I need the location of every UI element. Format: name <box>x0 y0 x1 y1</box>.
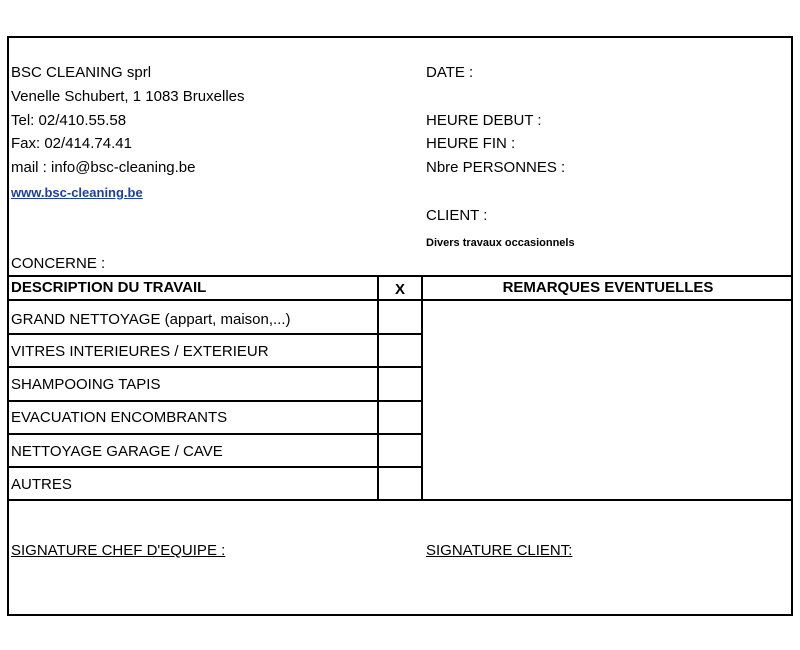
checkbox-cell[interactable] <box>379 335 421 366</box>
checkbox-cell[interactable] <box>379 402 421 433</box>
row-border <box>7 466 423 468</box>
signature-chef-label: SIGNATURE CHEF D'EQUIPE : <box>11 542 226 559</box>
table-row-label: NETTOYAGE GARAGE / CAVE <box>11 443 223 460</box>
checkbox-cell[interactable] <box>379 435 421 466</box>
table-top-border <box>7 275 793 277</box>
header-description: DESCRIPTION DU TRAVAIL <box>11 279 207 296</box>
row-border <box>7 433 423 435</box>
table-row-label: VITRES INTERIEURES / EXTERIEUR <box>11 343 269 360</box>
company-name: BSC CLEANING sprl <box>11 64 152 81</box>
checkbox-cell[interactable] <box>379 468 421 499</box>
row-border <box>7 333 423 335</box>
company-tel: Tel: 02/410.55.58 <box>11 112 127 129</box>
company-address: Venelle Schubert, 1 1083 Bruxelles <box>11 88 245 105</box>
personnes-label: Nbre PERSONNES : <box>426 159 566 176</box>
heure-fin-label: HEURE FIN : <box>426 135 516 152</box>
date-label: DATE : <box>426 64 474 81</box>
table-row-label: SHAMPOOING TAPIS <box>11 376 161 393</box>
header-remarques: REMARQUES EVENTUELLES <box>502 279 714 296</box>
checkbox-cell[interactable] <box>379 301 421 333</box>
table-bottom-border <box>7 499 793 501</box>
checkbox-cell[interactable] <box>379 368 421 400</box>
row-border <box>7 366 423 368</box>
company-mail: mail : info@bsc-cleaning.be <box>11 159 196 176</box>
row-border <box>7 400 423 402</box>
header-x: X <box>394 281 405 298</box>
company-website-link[interactable]: www.bsc-cleaning.be <box>11 185 143 200</box>
concerne-label: CONCERNE : <box>11 255 106 272</box>
heure-debut-label: HEURE DEBUT : <box>426 112 542 129</box>
table-row-label: AUTRES <box>11 476 72 493</box>
signature-client-label: SIGNATURE CLIENT: <box>426 542 573 559</box>
client-note: Divers travaux occasionnels <box>426 237 575 249</box>
company-fax: Fax: 02/414.74.41 <box>11 135 132 152</box>
remarques-field[interactable] <box>423 301 791 499</box>
table-row-label: GRAND NETTOYAGE (appart, maison,...) <box>11 311 291 328</box>
client-label: CLIENT : <box>426 207 488 224</box>
table-row-label: EVACUATION ENCOMBRANTS <box>11 409 228 426</box>
